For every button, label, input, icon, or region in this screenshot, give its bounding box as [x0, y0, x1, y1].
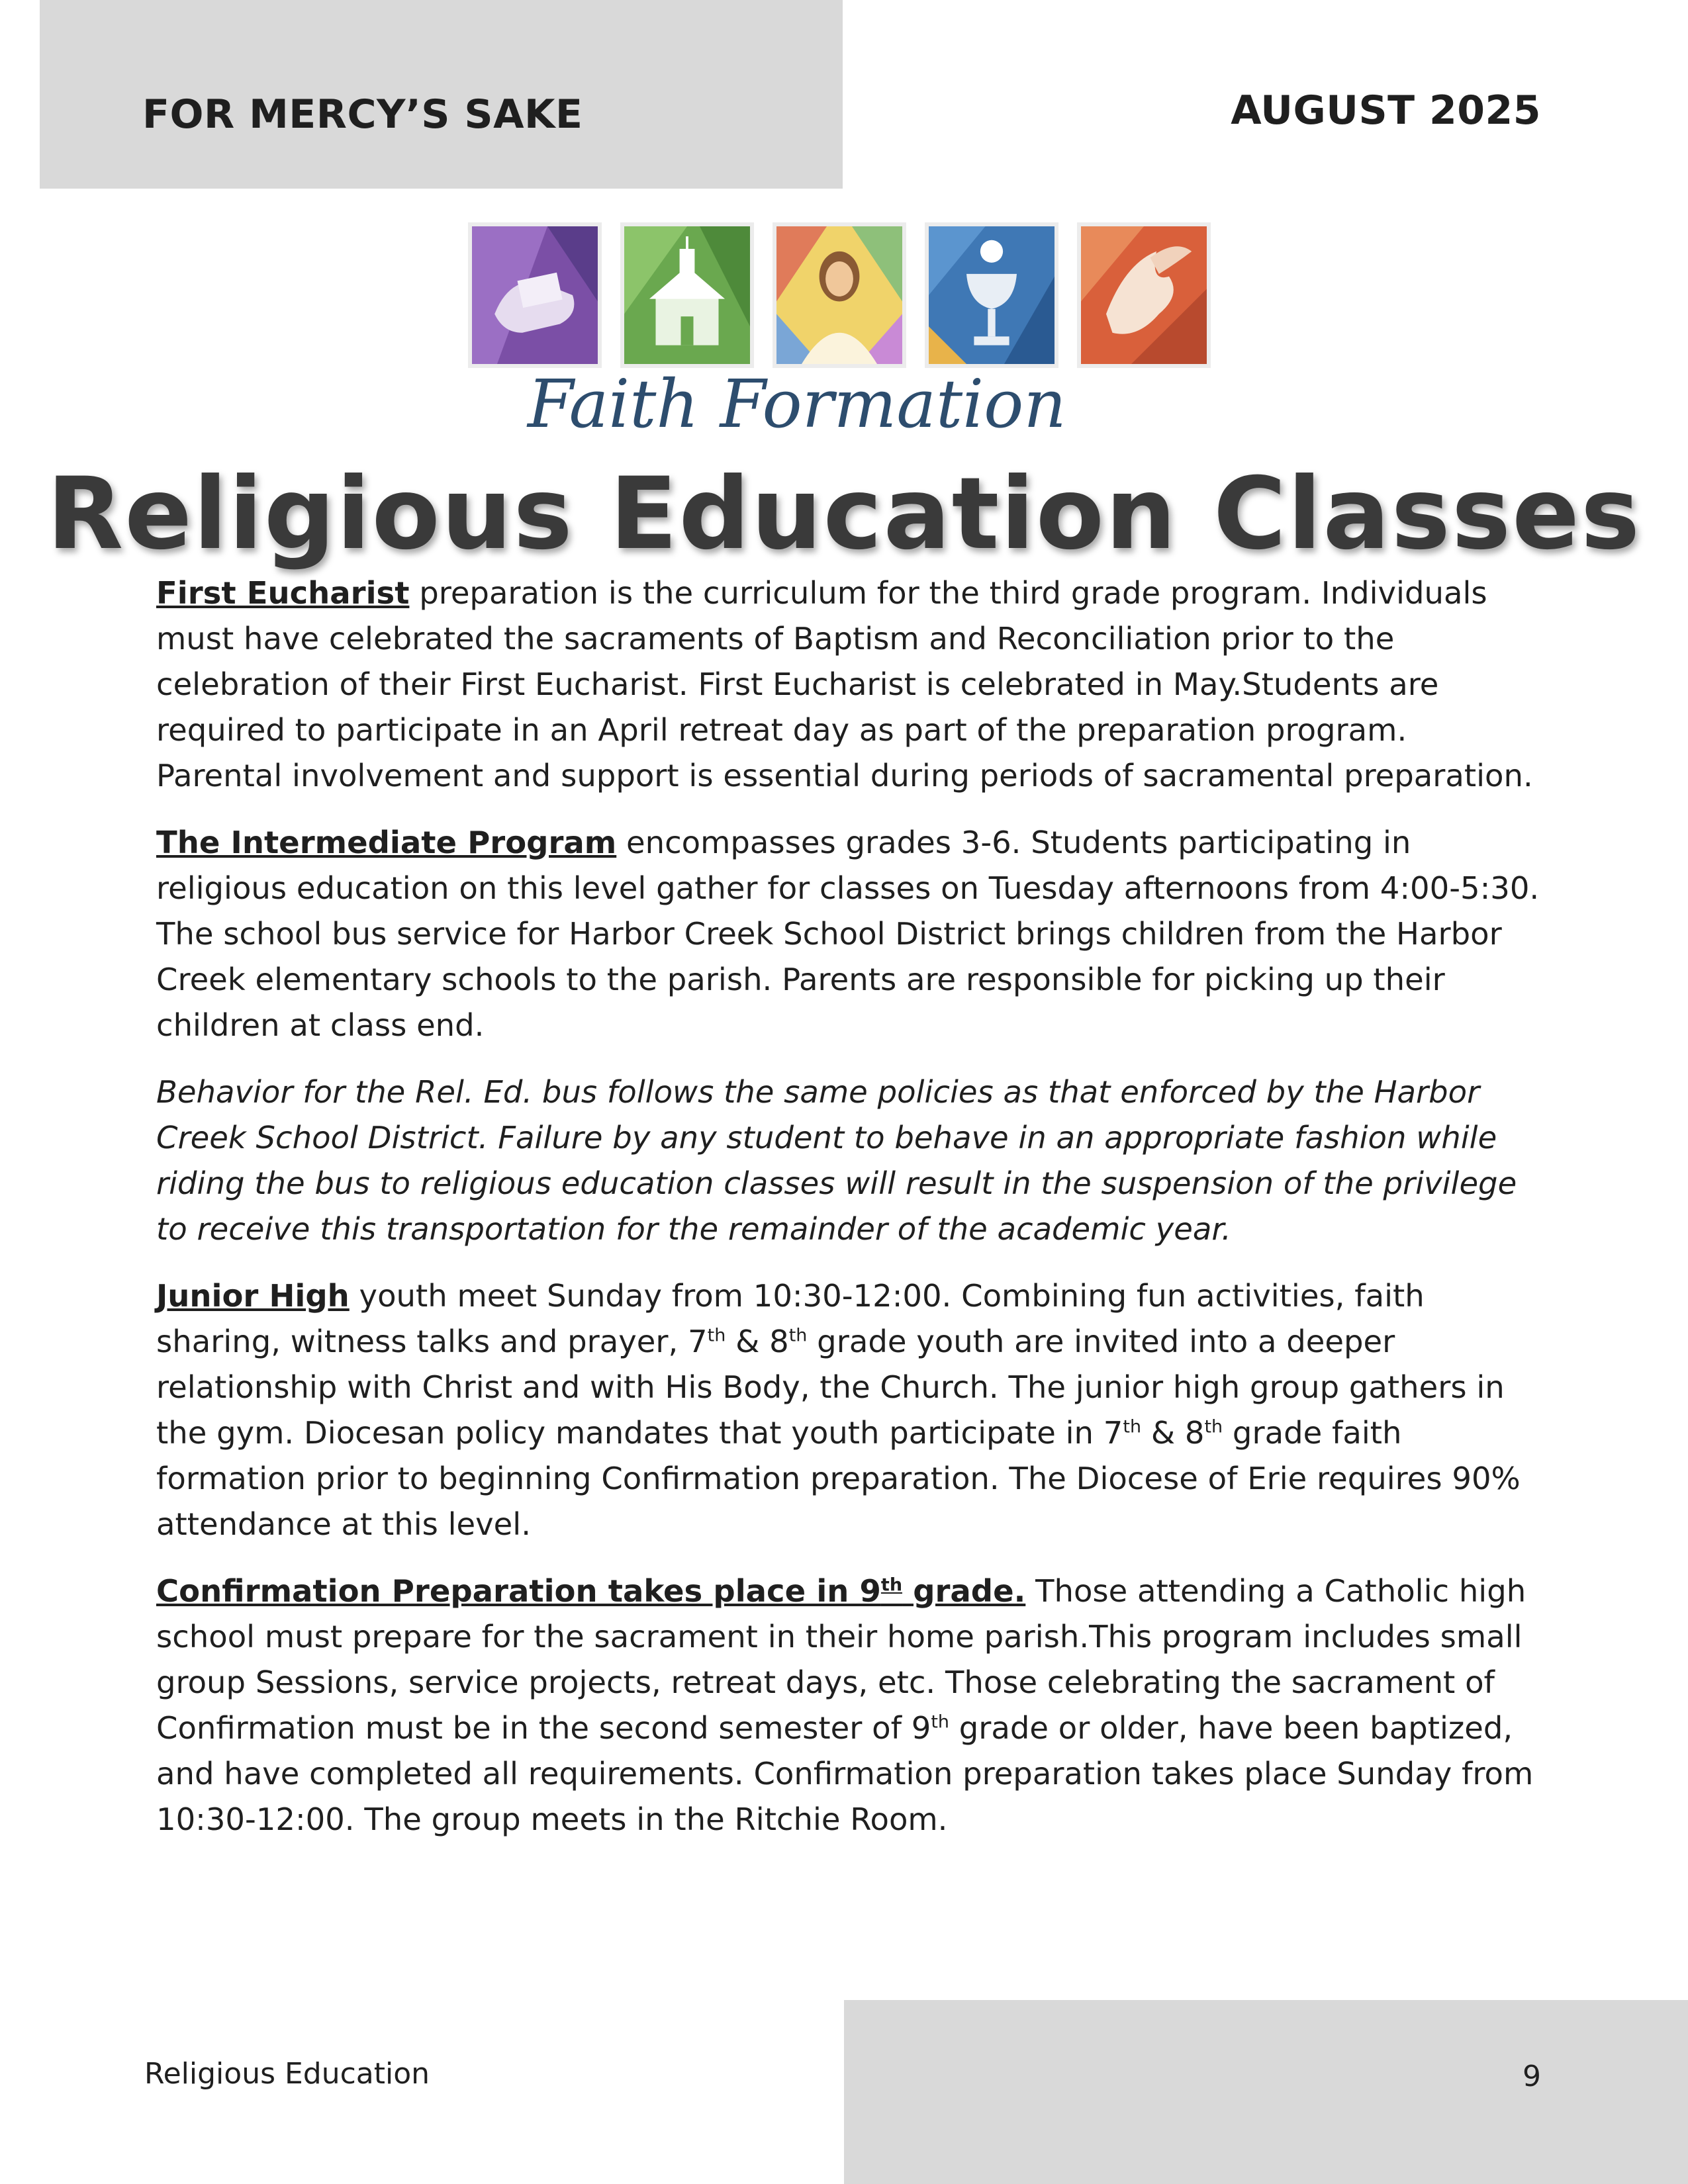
- ordinal-suffix: th: [1204, 1416, 1223, 1437]
- newsletter-title: FOR MERCY’S SAKE: [142, 91, 583, 138]
- dove-icon: [1077, 222, 1211, 368]
- intermediate-program-text: encompasses grades 3-6. Students participating in religious education on this level gather for classes on Tuesday afternoons from 4:00-5:30. The school bus service for Harbor Creek School District brings children from the Harbor Creek elementary schools to the parish. Parents are responsible for picking up their children at class end.: [156, 825, 1540, 1043]
- footer-band: [844, 2000, 1688, 2184]
- ordinal-suffix: th: [880, 1574, 903, 1596]
- confirmation-text-1: Those attending a Catholic high school must prepare for the sacrament in their home parish.This program includes small group Sessions, service projects, retreat days, etc. Those celebrating the sacrament of Confirmation must be in the second semester of 9: [156, 1573, 1526, 1746]
- confirmation-text-2: grade or older, have been baptized, and have completed all requirements. Confirmation preparation takes place Sunday from 10:30-12:00. The group meets in the Ritchie Room.: [156, 1710, 1534, 1837]
- confirmation-heading-a: Confirmation Preparation takes place in 9: [156, 1573, 881, 1609]
- first-eucharist-heading: First Eucharist: [156, 575, 410, 611]
- junior-high-text-2: & 8: [726, 1324, 789, 1359]
- confirmation-heading-b: grade.: [902, 1573, 1026, 1609]
- junior-high-text-3: grade youth are invited into a deeper relationship with Christ and with His Body, the Church. The junior high group gathers in the gym. Diocesan policy mandates that youth participate in 7: [156, 1324, 1505, 1451]
- ordinal-suffix: th: [1123, 1416, 1142, 1437]
- junior-high-text-4: & 8: [1141, 1415, 1205, 1451]
- intermediate-program-heading: The Intermediate Program: [156, 825, 617, 860]
- junior-high-text-1: youth meet Sunday from 10:30-12:00. Combining fun activities, faith sharing, witness talks and prayer, 7: [156, 1278, 1425, 1359]
- page-number: 9: [1523, 2060, 1541, 2093]
- faith-formation-wordmark: Faith Formation: [528, 365, 1066, 443]
- junior-high-text-5: grade faith formation prior to beginning Confirmation preparation. The Diocese of Erie requires 90% attendance at this level.: [156, 1415, 1521, 1542]
- ordinal-suffix: th: [931, 1711, 949, 1733]
- junior-high-paragraph: [156, 1273, 1540, 1547]
- junior-high-heading: Junior High: [156, 1278, 350, 1314]
- church-icon: [620, 222, 754, 368]
- hands-book-icon: [468, 222, 602, 368]
- confirmation-paragraph: [156, 1569, 1540, 1843]
- first-eucharist-text: preparation is the curriculum for the third grade program. Individuals must have celebrated the sacraments of Baptism and Reconciliation prior to the celebration of their First Eucharist. First Eucharist is celebrated in May.Students are required to participate in an April retreat day as part of the preparation program. Parental involvement and support is essential during periods of sacramental preparation.: [156, 575, 1533, 794]
- confirmation-heading: [156, 1573, 1025, 1609]
- chalice-icon: [925, 222, 1058, 368]
- article-body: [156, 570, 1540, 1864]
- ordinal-suffix: th: [788, 1325, 808, 1346]
- ordinal-suffix: th: [707, 1325, 726, 1346]
- issue-date: AUGUST 2025: [1231, 87, 1541, 134]
- intermediate-program-paragraph: [156, 820, 1540, 1048]
- page-title: Religious Education Classes: [46, 457, 1642, 572]
- faith-formation-logo: [468, 218, 1220, 443]
- first-eucharist-paragraph: [156, 570, 1540, 799]
- bus-behavior-paragraph: Behavior for the Rel. Ed. bus follows the same policies as that enforced by the Harbor Creek School District. Failure by any student to behave in an appropriate fashion while riding the bus to religious education classes will result in the suspension of the privilege to receive this transportation for the remainder of the academic year.: [156, 1074, 1517, 1247]
- footer-section-label: Religious Education: [144, 2057, 430, 2091]
- jesus-icon: [773, 222, 906, 368]
